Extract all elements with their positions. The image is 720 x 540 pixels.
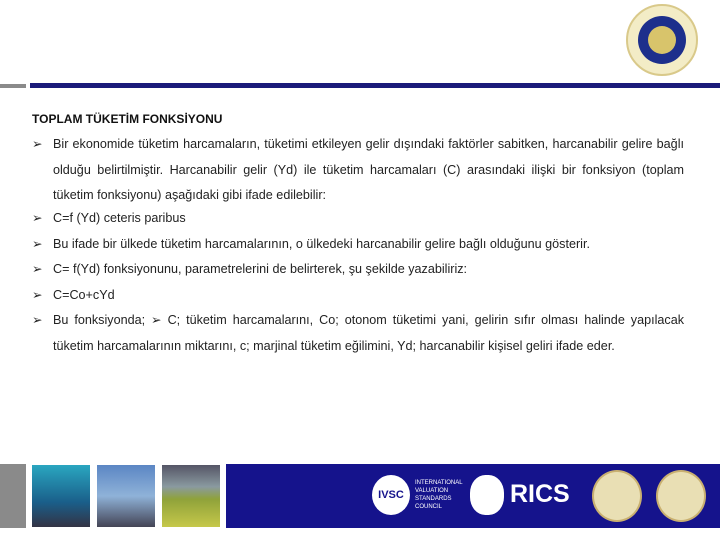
bullet-text: C= f(Yd) fonksiyonunu, parametrelerini de belirterek, şu şekilde yazabiliriz: xyxy=(53,262,468,276)
header-divider-navy xyxy=(30,83,720,88)
ivsc-text: INTERNATIONAL VALUATION STANDARDS COUNCIL xyxy=(415,480,463,510)
bullet-5 xyxy=(32,283,684,309)
bullet-4 xyxy=(32,257,684,283)
seal-logo xyxy=(592,470,642,522)
rics-logo-text: RICS xyxy=(510,480,570,508)
rics-lion-icon xyxy=(470,475,504,515)
bullet-text: C=Co+cYd xyxy=(53,288,115,302)
arrow-bullet-icon: ➢ xyxy=(32,237,43,251)
footer-gray-block xyxy=(0,464,26,528)
bullet-text: C=f (Yd) ceteris paribus xyxy=(53,211,186,225)
ankara-university-seal xyxy=(656,470,706,522)
slide-title: TOPLAM TÜKETİM FONKSİYONU xyxy=(32,112,223,126)
arrow-bullet-icon: ➢ xyxy=(32,262,43,276)
bullet-3 xyxy=(32,232,684,258)
bullet-text: Bu fonksiyonda; ➢ C; tüketim harcamalarını, Co; otonom tüketimi yani, gelirin sıfır olması halinde yapılacak tüketim harcamalarının miktarını, c; marjinal tüketim eğilimini, Yd; harcanabilir kişisel geliri ifade eder. xyxy=(53,313,684,353)
arrow-bullet-icon: ➢ xyxy=(32,313,43,327)
skyline-photo xyxy=(97,465,155,527)
header-divider-gray xyxy=(0,84,26,88)
arrow-bullet-icon: ➢ xyxy=(32,137,43,151)
bullet-2 xyxy=(32,206,684,232)
arrow-bullet-icon: ➢ xyxy=(32,211,43,225)
city-photo xyxy=(32,465,90,527)
field-photo xyxy=(162,465,220,527)
ivsc-logo: IVSC xyxy=(372,475,410,515)
ankara-university-logo xyxy=(626,4,698,76)
bullet-text: Bu ifade bir ülkede tüketim harcamalarının, o ülkedeki harcanabilir gelire bağlı olduğunu gösterir. xyxy=(53,237,590,251)
bullet-text: Bir ekonomide tüketim harcamaların, tüketimi etkileyen gelir dışındaki faktörler sabitken, harcanabilir gelire bağlı olduğu belirtilmiştir. Harcanabilir gelir (Yd) ile tüketim harcamaları (C) arasındaki ilişki bir fonksiyon (toplam tüketim fonksiyonu) aşağıdaki gibi ifade edilebilir: xyxy=(53,137,684,202)
bullet-6 xyxy=(32,308,684,359)
bullet-1 xyxy=(32,132,684,209)
arrow-bullet-icon: ➢ xyxy=(32,288,43,302)
